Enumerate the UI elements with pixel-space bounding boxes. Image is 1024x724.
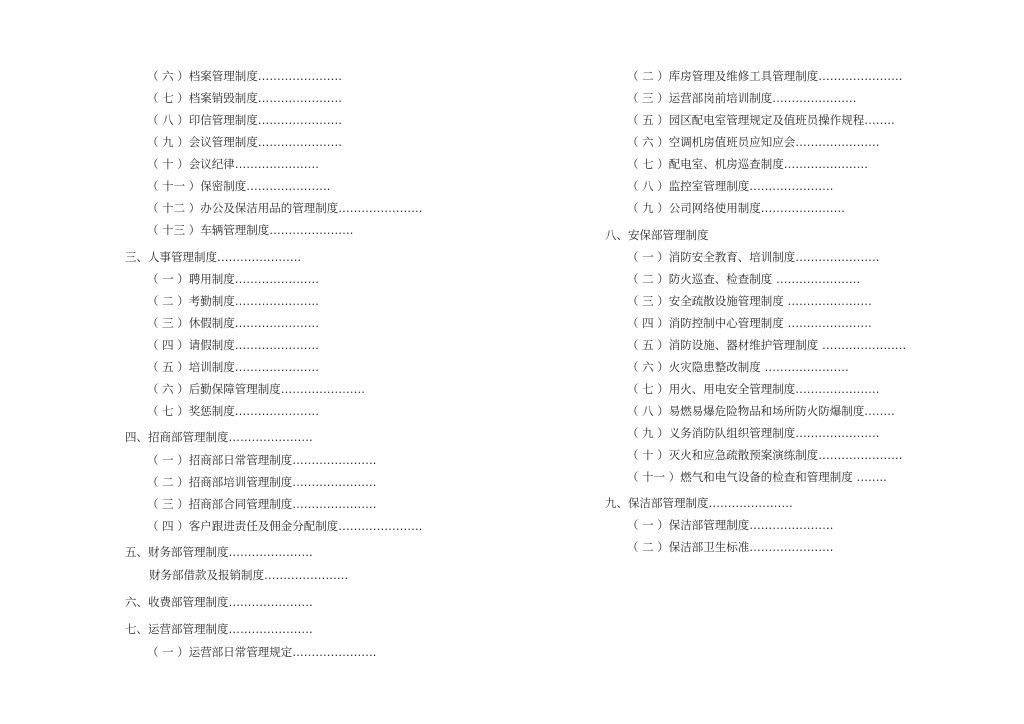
toc-section-heading: 六、收费部管理制度………………….	[125, 595, 313, 609]
toc-entry: （ 一 ）保洁部管理制度………………….	[627, 518, 834, 532]
toc-entry: （ 四 ）消防控制中心管理制度 ………………….	[627, 316, 872, 330]
toc-entry: （ 七 ）用火、用电安全管理制度………………….	[627, 382, 880, 396]
toc-entry: （ 四 ）客户跟进责任及佣金分配制度………………….	[147, 519, 423, 533]
toc-entry: （ 六 ）后勤保障管理制度………………….	[147, 382, 365, 396]
toc-entry: （ 三 ）休假制度………………….	[147, 316, 319, 330]
toc-entry: （ 七 ）配电室、机房巡查制度………………….	[627, 157, 868, 171]
toc-entry: （ 一 ）消防安全教育、培训制度………………….	[627, 250, 880, 264]
toc-entry: （ 二 ）保洁部卫生标准………………….	[627, 540, 834, 554]
toc-section-heading: 八、安保部管理制度	[605, 228, 709, 242]
toc-entry: （ 二 ）防火巡查、检查制度 ………………….	[627, 272, 861, 286]
toc-entry: （ 二 ）招商部培训管理制度………………….	[147, 475, 377, 489]
toc-entry: （ 九 ）会议管理制度………………….	[147, 135, 342, 149]
toc-entry: （ 五 ）消防设施、器材维护管理制度 ………………….	[627, 338, 907, 352]
toc-entry: （ 七 ）档案销毁制度………………….	[147, 91, 342, 105]
toc-section-heading: 九、保洁部管理制度………………….	[605, 496, 793, 510]
toc-entry: （ 一 ）运营部日常管理规定………………….	[147, 645, 377, 659]
toc-entry: （ 七 ）奖惩制度………………….	[147, 404, 319, 418]
toc-entry: （ 五 ）培训制度………………….	[147, 360, 319, 374]
toc-entry: （ 八 ）印信管理制度………………….	[147, 113, 342, 127]
toc-entry: （ 十二 ）办公及保洁用品的管理制度………………….	[147, 201, 423, 215]
toc-entry: （ 六 ）火灾隐患整改制度 ………………….	[627, 360, 849, 374]
toc-section-heading: 三、人事管理制度………………….	[125, 250, 302, 264]
toc-entry: （ 四 ）请假制度………………….	[147, 338, 319, 352]
toc-entry: （ 十一 ）燃气和电气设备的检查和管理制度 ……..	[627, 470, 887, 484]
toc-entry: （ 一 ）招商部日常管理制度………………….	[147, 453, 377, 467]
toc-entry: （ 八 ）易燃易爆危险物品和场所防火防爆制度……..	[627, 404, 895, 418]
toc-entry: （ 二 ）库房管理及维修工具管理制度………………….	[627, 69, 903, 83]
toc-section-heading: 七、运营部管理制度………………….	[125, 622, 313, 636]
toc-section-heading: 五、财务部管理制度………………….	[125, 545, 313, 559]
toc-entry: （ 十三 ）车辆管理制度………………….	[147, 223, 354, 237]
toc-entry: 财务部借款及报销制度………………….	[149, 568, 349, 582]
toc-entry: （ 一 ）聘用制度………………….	[147, 272, 319, 286]
toc-entry: （ 三 ）运营部岗前培训制度………………….	[627, 91, 857, 105]
toc-section-heading: 四、招商部管理制度………………….	[125, 430, 313, 444]
toc-entry: （ 二 ）考勤制度………………….	[147, 294, 319, 308]
toc-entry: （ 十 ）会议纪律………………….	[147, 157, 319, 171]
toc-entry: （ 三 ）安全疏散设施管理制度 ………………….	[627, 294, 872, 308]
toc-entry: （ 五 ）园区配电室管理规定及值班员操作规程……..	[627, 113, 895, 127]
toc-entry: （ 十 ）灭火和应急疏散预案演练制度………………….	[627, 448, 903, 462]
toc-entry: （ 三 ）招商部合同管理制度………………….	[147, 497, 377, 511]
toc-entry: （ 九 ）公司网络使用制度………………….	[627, 201, 845, 215]
toc-entry: （ 六 ）档案管理制度………………….	[147, 69, 342, 83]
toc-entry: （ 十一 ）保密制度………………….	[147, 179, 331, 193]
toc-entry: （ 八 ）监控室管理制度………………….	[627, 179, 834, 193]
toc-entry: （ 六 ）空调机房值班员应知应会………………….	[627, 135, 880, 149]
toc-entry: （ 九 ）义务消防队组织管理制度………………….	[627, 426, 880, 440]
